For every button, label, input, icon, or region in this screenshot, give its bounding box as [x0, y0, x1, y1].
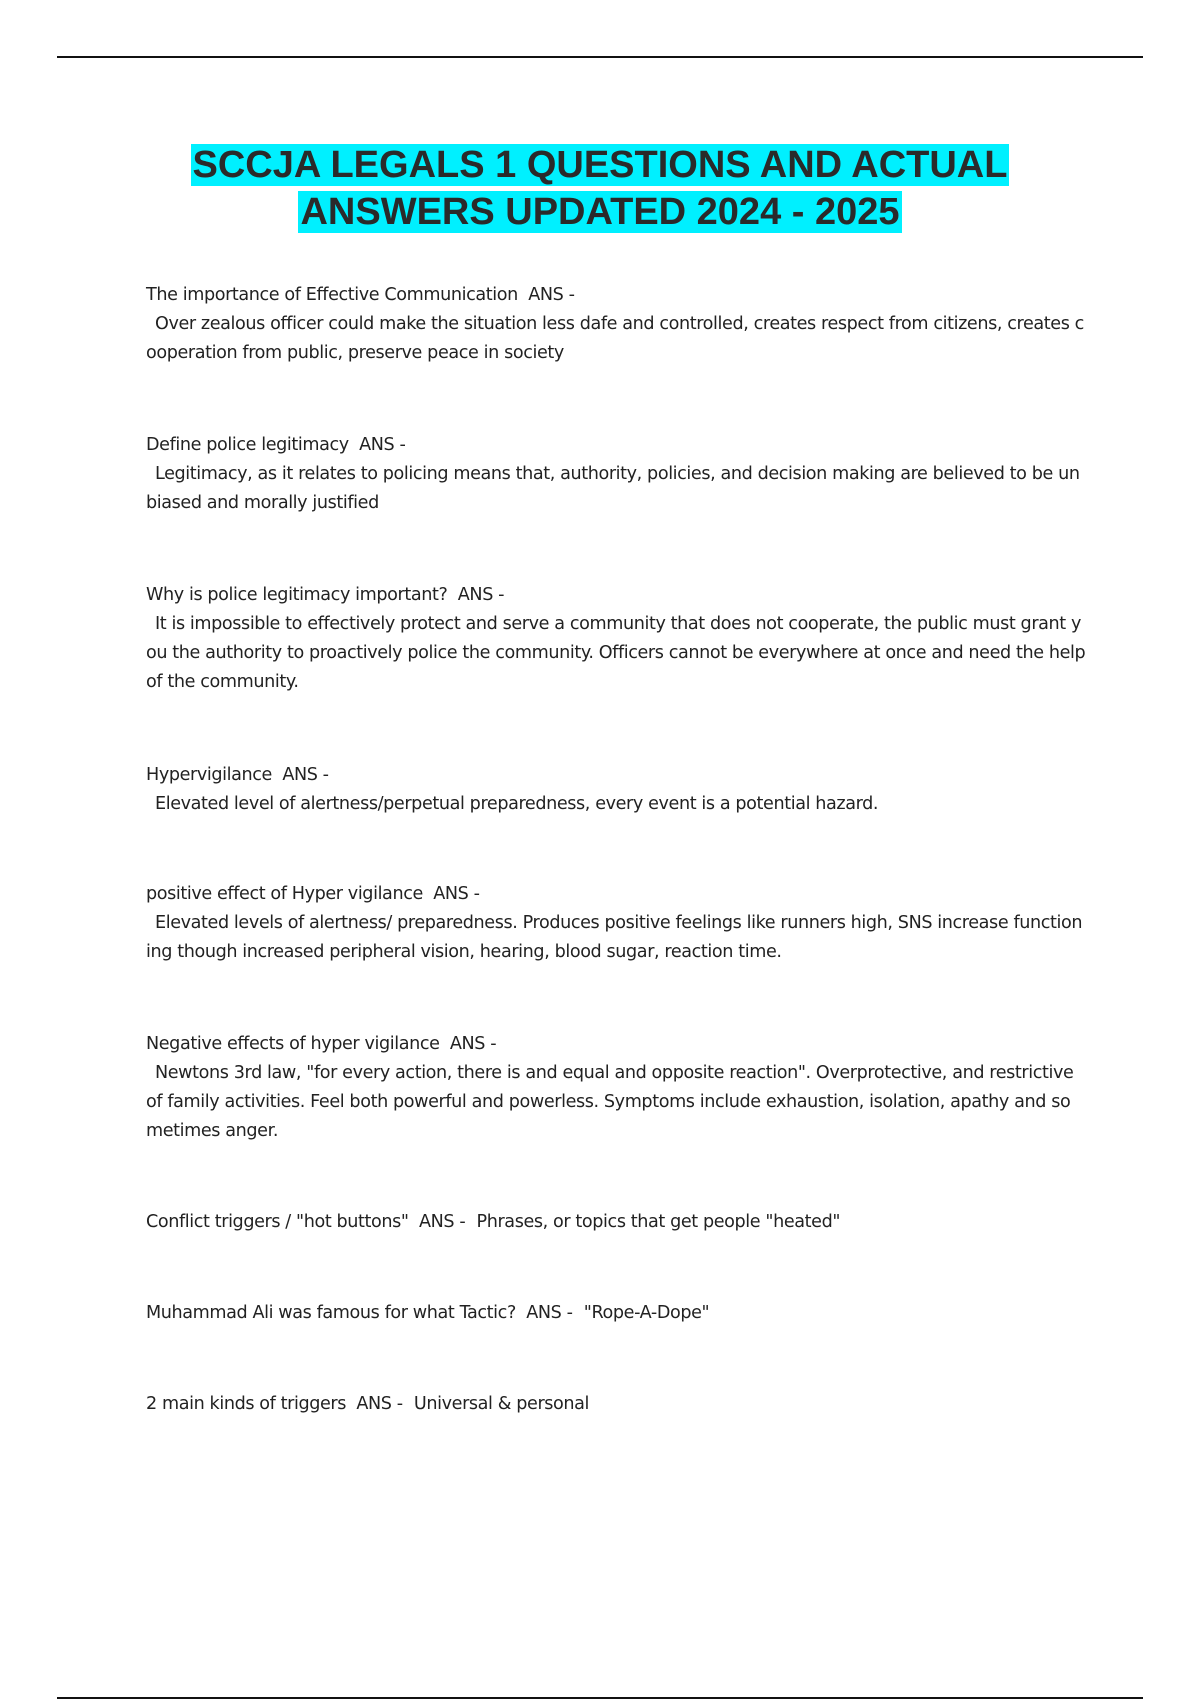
answer: Newtons 3rd law, "for every action, there is and equal and opposite reaction". Overprotective, and restrictive of family activities. Feel both powerful and powerless. Symptoms include exhaustion, isolation, apathy and sometimes anger.	[146, 1063, 1074, 1141]
question: Muhammad Ali was famous for what Tactic? ANS -	[146, 1303, 573, 1323]
title-line-1: SCCJA LEGALS 1 QUESTIONS AND ACTUAL	[192, 144, 1008, 186]
top-rule	[57, 56, 1143, 58]
question: Conflict triggers / "hot buttons" ANS -	[146, 1212, 466, 1232]
qa-item-6	[146, 1030, 1086, 1146]
answer: Legitimacy, as it relates to policing means that, authority, policies, and decision making are believed to be unbiased and morally justified	[146, 464, 1080, 513]
question: Hypervigilance ANS -	[146, 765, 329, 785]
qa-item-5	[146, 880, 1086, 967]
answer: "Rope-A-Dope"	[583, 1303, 710, 1323]
qa-item-7	[146, 1208, 1086, 1237]
qa-item-4	[146, 761, 1086, 819]
bottom-rule	[57, 1697, 1143, 1699]
qa-item-8	[146, 1299, 1086, 1328]
answer: Elevated levels of alertness/ preparedness. Produces positive feelings like runners high, SNS increase functioning though increased peripheral vision, hearing, blood sugar, reaction time.	[146, 913, 1083, 962]
qa-item-9	[146, 1390, 1086, 1419]
question: Why is police legitimacy important? ANS -	[146, 585, 505, 605]
answer: Universal & personal	[413, 1394, 590, 1414]
question: The importance of Effective Communication ANS -	[146, 285, 575, 305]
question: positive effect of Hyper vigilance ANS -	[146, 884, 480, 904]
document-title	[0, 142, 1200, 236]
answer: Elevated level of alertness/perpetual preparedness, every event is a potential hazard.	[155, 794, 879, 814]
answer: It is impossible to effectively protect and serve a community that does not cooperate, the public must grant you the authority to proactively police the community. Officers cannot be everywhere at once and need the help of the community.	[146, 614, 1086, 692]
question: Define police legitimacy ANS -	[146, 435, 406, 455]
answer: Over zealous officer could make the situation less dafe and controlled, creates respect from citizens, creates cooperation from public, preserve peace in society	[146, 314, 1084, 363]
qa-item-3	[146, 581, 1086, 697]
qa-item-2	[146, 431, 1086, 518]
title-line-2: ANSWERS UPDATED 2024 - 2025	[300, 191, 900, 233]
qa-item-1	[146, 281, 1086, 368]
question: 2 main kinds of triggers ANS -	[146, 1394, 403, 1414]
question: Negative effects of hyper vigilance ANS -	[146, 1034, 497, 1054]
answer: Phrases, or topics that get people "heated"	[476, 1212, 841, 1232]
